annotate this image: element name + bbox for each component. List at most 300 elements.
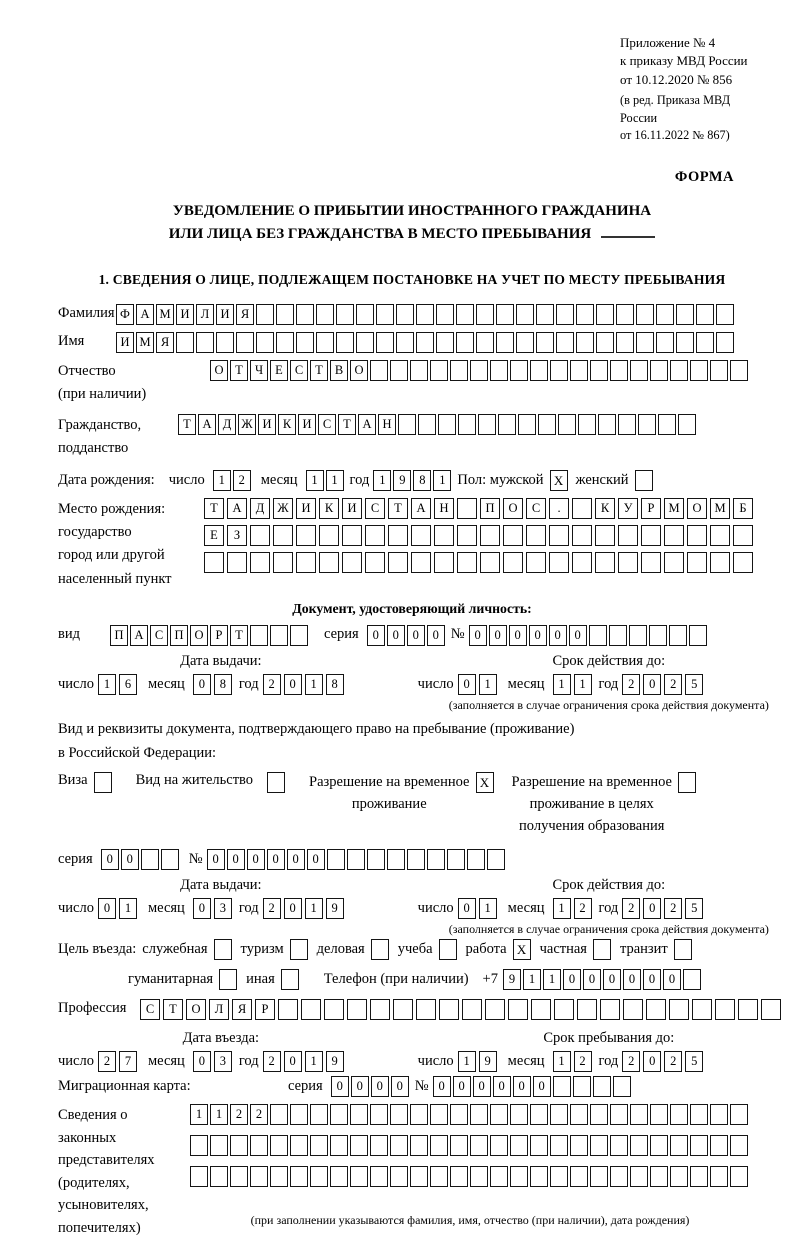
char-cell[interactable] [576, 304, 594, 325]
char-cell[interactable]: Т [310, 360, 328, 381]
char-cell[interactable] [342, 552, 362, 573]
char-cell[interactable] [496, 304, 514, 325]
char-cell[interactable] [398, 414, 416, 435]
char-cell[interactable] [530, 1104, 548, 1125]
char-cell[interactable] [510, 360, 528, 381]
char-cell[interactable]: 1 [210, 1104, 228, 1125]
char-cell[interactable] [556, 304, 574, 325]
char-cell[interactable]: К [278, 414, 296, 435]
char-cell[interactable]: С [290, 360, 308, 381]
char-cell[interactable] [590, 1135, 608, 1156]
char-cell[interactable] [530, 1166, 548, 1187]
char-cell[interactable] [598, 414, 616, 435]
char-cell[interactable] [376, 332, 394, 353]
char-cell[interactable]: 2 [250, 1104, 268, 1125]
char-cell[interactable] [733, 525, 753, 546]
char-cell[interactable] [411, 525, 431, 546]
char-cell[interactable]: Л [209, 999, 229, 1020]
char-cell[interactable]: С [526, 498, 546, 519]
char-cell[interactable]: 0 [387, 625, 405, 646]
char-cell[interactable] [250, 1135, 268, 1156]
char-cell[interactable] [410, 360, 428, 381]
char-cell[interactable] [350, 1104, 368, 1125]
char-cell[interactable] [623, 999, 643, 1020]
char-cell[interactable] [570, 1166, 588, 1187]
char-cell[interactable]: 5 [685, 898, 703, 919]
char-cell[interactable]: 0 [247, 849, 265, 870]
char-cell[interactable] [290, 625, 308, 646]
char-cell[interactable]: Л [196, 304, 214, 325]
char-cell[interactable] [716, 332, 734, 353]
char-cell[interactable] [616, 304, 634, 325]
purpose-commercial-checkbox[interactable] [371, 939, 389, 960]
char-cell[interactable]: 0 [509, 625, 527, 646]
char-cell[interactable] [410, 1166, 428, 1187]
char-cell[interactable] [324, 999, 344, 1020]
char-cell[interactable] [554, 999, 574, 1020]
char-cell[interactable]: 2 [263, 898, 281, 919]
char-cell[interactable] [370, 999, 390, 1020]
char-cell[interactable]: 1 [479, 898, 497, 919]
char-cell[interactable] [687, 552, 707, 573]
char-cell[interactable]: 0 [529, 625, 547, 646]
char-cell[interactable]: 1 [326, 470, 344, 491]
char-cell[interactable] [610, 1104, 628, 1125]
char-cell[interactable]: 0 [433, 1076, 451, 1097]
char-cell[interactable] [296, 525, 316, 546]
char-cell[interactable] [462, 999, 482, 1020]
char-cell[interactable] [641, 552, 661, 573]
char-cell[interactable] [526, 525, 546, 546]
char-cell[interactable]: О [210, 360, 228, 381]
char-cell[interactable] [336, 304, 354, 325]
char-cell[interactable] [613, 1076, 631, 1097]
char-cell[interactable] [609, 625, 627, 646]
char-cell[interactable] [411, 552, 431, 573]
char-cell[interactable] [678, 414, 696, 435]
char-cell[interactable]: 0 [453, 1076, 471, 1097]
char-cell[interactable]: 0 [583, 969, 601, 990]
char-cell[interactable]: Т [338, 414, 356, 435]
char-cell[interactable] [416, 999, 436, 1020]
char-cell[interactable]: Я [156, 332, 174, 353]
char-cell[interactable] [458, 414, 476, 435]
purpose-private-checkbox[interactable] [593, 939, 611, 960]
char-cell[interactable]: 1 [479, 674, 497, 695]
char-cell[interactable] [347, 999, 367, 1020]
char-cell[interactable] [436, 304, 454, 325]
char-cell[interactable] [456, 332, 474, 353]
char-cell[interactable] [250, 525, 270, 546]
char-cell[interactable]: 1 [119, 898, 137, 919]
char-cell[interactable]: 0 [473, 1076, 491, 1097]
char-cell[interactable]: 0 [284, 674, 302, 695]
char-cell[interactable]: 1 [458, 1051, 476, 1072]
char-cell[interactable]: Ж [238, 414, 256, 435]
char-cell[interactable]: С [318, 414, 336, 435]
char-cell[interactable] [476, 304, 494, 325]
char-cell[interactable]: 0 [493, 1076, 511, 1097]
char-cell[interactable]: 7 [119, 1051, 137, 1072]
char-cell[interactable]: 2 [574, 1051, 592, 1072]
char-cell[interactable]: 1 [213, 470, 231, 491]
char-cell[interactable] [480, 552, 500, 573]
char-cell[interactable]: 0 [623, 969, 641, 990]
char-cell[interactable] [230, 1135, 248, 1156]
char-cell[interactable] [296, 332, 314, 353]
char-cell[interactable]: 2 [98, 1051, 116, 1072]
char-cell[interactable]: И [342, 498, 362, 519]
char-cell[interactable] [476, 332, 494, 353]
residence-permit-checkbox[interactable] [267, 772, 285, 793]
char-cell[interactable]: 0 [193, 674, 211, 695]
char-cell[interactable] [470, 1104, 488, 1125]
purpose-transit-checkbox[interactable] [674, 939, 692, 960]
char-cell[interactable]: 1 [306, 470, 324, 491]
char-cell[interactable]: 1 [553, 1051, 571, 1072]
char-cell[interactable] [427, 849, 445, 870]
char-cell[interactable] [536, 332, 554, 353]
char-cell[interactable]: 3 [214, 1051, 232, 1072]
char-cell[interactable]: С [150, 625, 168, 646]
char-cell[interactable] [530, 1135, 548, 1156]
char-cell[interactable]: 1 [523, 969, 541, 990]
char-cell[interactable] [376, 304, 394, 325]
char-cell[interactable] [518, 414, 536, 435]
char-cell[interactable] [670, 1166, 688, 1187]
char-cell[interactable] [696, 304, 714, 325]
char-cell[interactable] [457, 525, 477, 546]
char-cell[interactable]: 9 [393, 470, 411, 491]
char-cell[interactable]: А [136, 304, 154, 325]
char-cell[interactable] [416, 332, 434, 353]
char-cell[interactable]: М [136, 332, 154, 353]
char-cell[interactable]: 8 [326, 674, 344, 695]
char-cell[interactable]: М [664, 498, 684, 519]
char-cell[interactable] [204, 552, 224, 573]
char-cell[interactable]: А [358, 414, 376, 435]
char-cell[interactable] [278, 999, 298, 1020]
char-cell[interactable] [669, 999, 689, 1020]
char-cell[interactable]: 0 [458, 898, 476, 919]
char-cell[interactable] [350, 1166, 368, 1187]
char-cell[interactable]: И [296, 498, 316, 519]
char-cell[interactable]: 1 [433, 470, 451, 491]
char-cell[interactable]: 0 [207, 849, 225, 870]
char-cell[interactable] [390, 1135, 408, 1156]
char-cell[interactable] [508, 999, 528, 1020]
char-cell[interactable]: А [198, 414, 216, 435]
char-cell[interactable] [669, 625, 687, 646]
char-cell[interactable]: 1 [373, 470, 391, 491]
char-cell[interactable] [365, 552, 385, 573]
char-cell[interactable]: Я [232, 999, 252, 1020]
char-cell[interactable] [270, 1166, 288, 1187]
char-cell[interactable] [692, 999, 712, 1020]
char-cell[interactable] [549, 525, 569, 546]
char-cell[interactable]: Д [218, 414, 236, 435]
char-cell[interactable]: И [298, 414, 316, 435]
edu-permit-checkbox[interactable] [678, 772, 696, 793]
char-cell[interactable]: П [170, 625, 188, 646]
char-cell[interactable] [216, 332, 234, 353]
char-cell[interactable]: 0 [643, 969, 661, 990]
char-cell[interactable] [670, 1135, 688, 1156]
char-cell[interactable] [190, 1166, 208, 1187]
char-cell[interactable]: З [227, 525, 247, 546]
char-cell[interactable] [696, 332, 714, 353]
char-cell[interactable] [470, 360, 488, 381]
char-cell[interactable]: 0 [121, 849, 139, 870]
char-cell[interactable]: 1 [190, 1104, 208, 1125]
char-cell[interactable] [270, 625, 288, 646]
char-cell[interactable] [457, 552, 477, 573]
char-cell[interactable]: 0 [533, 1076, 551, 1097]
char-cell[interactable]: 0 [563, 969, 581, 990]
char-cell[interactable]: 0 [284, 1051, 302, 1072]
char-cell[interactable]: 6 [119, 674, 137, 695]
char-cell[interactable] [638, 414, 656, 435]
char-cell[interactable] [576, 332, 594, 353]
char-cell[interactable] [370, 1135, 388, 1156]
char-cell[interactable] [256, 332, 274, 353]
char-cell[interactable]: 0 [603, 969, 621, 990]
char-cell[interactable]: Ф [116, 304, 134, 325]
char-cell[interactable] [396, 332, 414, 353]
char-cell[interactable] [273, 525, 293, 546]
char-cell[interactable] [531, 999, 551, 1020]
char-cell[interactable] [316, 332, 334, 353]
char-cell[interactable]: 0 [549, 625, 567, 646]
char-cell[interactable] [589, 625, 607, 646]
char-cell[interactable] [319, 552, 339, 573]
char-cell[interactable] [730, 1166, 748, 1187]
char-cell[interactable] [572, 498, 592, 519]
char-cell[interactable] [396, 304, 414, 325]
char-cell[interactable] [530, 360, 548, 381]
char-cell[interactable]: 0 [469, 625, 487, 646]
char-cell[interactable] [687, 525, 707, 546]
char-cell[interactable]: 0 [458, 674, 476, 695]
char-cell[interactable] [388, 525, 408, 546]
char-cell[interactable]: П [480, 498, 500, 519]
char-cell[interactable] [256, 304, 274, 325]
char-cell[interactable]: А [411, 498, 431, 519]
char-cell[interactable] [227, 552, 247, 573]
char-cell[interactable] [370, 1166, 388, 1187]
char-cell[interactable]: М [710, 498, 730, 519]
char-cell[interactable]: Ж [273, 498, 293, 519]
char-cell[interactable] [418, 414, 436, 435]
char-cell[interactable] [538, 414, 556, 435]
char-cell[interactable] [715, 999, 735, 1020]
char-cell[interactable] [553, 1076, 571, 1097]
char-cell[interactable] [430, 1135, 448, 1156]
char-cell[interactable]: 0 [643, 674, 661, 695]
char-cell[interactable]: 0 [284, 898, 302, 919]
char-cell[interactable] [273, 552, 293, 573]
char-cell[interactable]: 0 [643, 1051, 661, 1072]
char-cell[interactable]: 2 [664, 674, 682, 695]
char-cell[interactable] [610, 1135, 628, 1156]
char-cell[interactable] [276, 304, 294, 325]
char-cell[interactable] [270, 1135, 288, 1156]
char-cell[interactable] [596, 304, 614, 325]
char-cell[interactable] [646, 999, 666, 1020]
char-cell[interactable]: Е [270, 360, 288, 381]
char-cell[interactable] [690, 1135, 708, 1156]
char-cell[interactable] [316, 304, 334, 325]
char-cell[interactable] [276, 332, 294, 353]
char-cell[interactable] [347, 849, 365, 870]
char-cell[interactable] [550, 360, 568, 381]
char-cell[interactable] [595, 552, 615, 573]
purpose-study-checkbox[interactable] [439, 939, 457, 960]
purpose-tourism-checkbox[interactable] [290, 939, 308, 960]
char-cell[interactable]: О [687, 498, 707, 519]
char-cell[interactable]: Б [733, 498, 753, 519]
char-cell[interactable] [430, 360, 448, 381]
char-cell[interactable] [470, 1166, 488, 1187]
char-cell[interactable]: 3 [214, 898, 232, 919]
char-cell[interactable] [689, 625, 707, 646]
char-cell[interactable] [618, 552, 638, 573]
char-cell[interactable]: 2 [263, 674, 281, 695]
char-cell[interactable] [270, 1104, 288, 1125]
char-cell[interactable] [670, 1104, 688, 1125]
char-cell[interactable] [596, 332, 614, 353]
char-cell[interactable] [490, 1135, 508, 1156]
char-cell[interactable] [690, 360, 708, 381]
char-cell[interactable] [558, 414, 576, 435]
char-cell[interactable] [450, 1104, 468, 1125]
char-cell[interactable]: 1 [98, 674, 116, 695]
char-cell[interactable] [430, 1104, 448, 1125]
char-cell[interactable] [600, 999, 620, 1020]
char-cell[interactable] [656, 332, 674, 353]
purpose-work-checkbox[interactable]: X [513, 939, 531, 960]
char-cell[interactable] [290, 1104, 308, 1125]
char-cell[interactable] [416, 304, 434, 325]
char-cell[interactable] [636, 304, 654, 325]
char-cell[interactable] [578, 414, 596, 435]
char-cell[interactable] [356, 304, 374, 325]
char-cell[interactable] [710, 525, 730, 546]
char-cell[interactable] [230, 1166, 248, 1187]
char-cell[interactable] [610, 1166, 628, 1187]
char-cell[interactable] [310, 1104, 328, 1125]
char-cell[interactable] [710, 1104, 728, 1125]
char-cell[interactable]: 9 [503, 969, 521, 990]
char-cell[interactable] [196, 332, 214, 353]
char-cell[interactable]: О [350, 360, 368, 381]
char-cell[interactable] [676, 304, 694, 325]
char-cell[interactable]: Ч [250, 360, 268, 381]
char-cell[interactable] [510, 1166, 528, 1187]
char-cell[interactable] [296, 304, 314, 325]
purpose-other-checkbox[interactable] [281, 969, 299, 990]
char-cell[interactable] [630, 1166, 648, 1187]
char-cell[interactable]: 5 [685, 1051, 703, 1072]
char-cell[interactable] [593, 1076, 611, 1097]
char-cell[interactable]: 0 [367, 625, 385, 646]
char-cell[interactable]: 1 [553, 898, 571, 919]
char-cell[interactable] [650, 1135, 668, 1156]
char-cell[interactable] [290, 1166, 308, 1187]
char-cell[interactable] [161, 849, 179, 870]
char-cell[interactable] [738, 999, 758, 1020]
char-cell[interactable] [536, 304, 554, 325]
char-cell[interactable] [733, 552, 753, 573]
char-cell[interactable]: 8 [413, 470, 431, 491]
char-cell[interactable] [498, 414, 516, 435]
char-cell[interactable] [336, 332, 354, 353]
char-cell[interactable]: 2 [263, 1051, 281, 1072]
char-cell[interactable] [450, 360, 468, 381]
char-cell[interactable] [630, 1135, 648, 1156]
char-cell[interactable] [526, 552, 546, 573]
char-cell[interactable] [664, 552, 684, 573]
char-cell[interactable]: О [190, 625, 208, 646]
char-cell[interactable] [407, 849, 425, 870]
char-cell[interactable] [250, 1166, 268, 1187]
char-cell[interactable] [450, 1135, 468, 1156]
char-cell[interactable] [683, 969, 701, 990]
char-cell[interactable] [387, 849, 405, 870]
char-cell[interactable] [450, 1166, 468, 1187]
char-cell[interactable] [319, 525, 339, 546]
char-cell[interactable] [236, 332, 254, 353]
char-cell[interactable]: 0 [643, 898, 661, 919]
char-cell[interactable]: 0 [513, 1076, 531, 1097]
char-cell[interactable]: 2 [230, 1104, 248, 1125]
char-cell[interactable]: И [176, 304, 194, 325]
char-cell[interactable]: 9 [326, 898, 344, 919]
char-cell[interactable] [572, 552, 592, 573]
temp-permit-checkbox[interactable]: X [476, 772, 494, 793]
char-cell[interactable] [250, 552, 270, 573]
char-cell[interactable] [470, 1135, 488, 1156]
char-cell[interactable] [650, 360, 668, 381]
char-cell[interactable] [630, 1104, 648, 1125]
char-cell[interactable]: Т [388, 498, 408, 519]
char-cell[interactable]: Т [163, 999, 183, 1020]
char-cell[interactable] [570, 360, 588, 381]
char-cell[interactable]: 1 [553, 674, 571, 695]
char-cell[interactable] [577, 999, 597, 1020]
char-cell[interactable]: 9 [479, 1051, 497, 1072]
char-cell[interactable] [439, 999, 459, 1020]
char-cell[interactable]: 1 [305, 674, 323, 695]
char-cell[interactable] [496, 332, 514, 353]
char-cell[interactable]: Д [250, 498, 270, 519]
char-cell[interactable]: 0 [193, 898, 211, 919]
char-cell[interactable]: 1 [574, 674, 592, 695]
char-cell[interactable] [367, 849, 385, 870]
char-cell[interactable]: 0 [569, 625, 587, 646]
char-cell[interactable]: Т [230, 360, 248, 381]
char-cell[interactable] [618, 414, 636, 435]
char-cell[interactable] [436, 332, 454, 353]
char-cell[interactable]: 2 [622, 674, 640, 695]
char-cell[interactable] [438, 414, 456, 435]
char-cell[interactable] [327, 849, 345, 870]
char-cell[interactable] [296, 552, 316, 573]
char-cell[interactable] [650, 1166, 668, 1187]
char-cell[interactable] [210, 1166, 228, 1187]
char-cell[interactable] [141, 849, 159, 870]
char-cell[interactable]: 9 [326, 1051, 344, 1072]
